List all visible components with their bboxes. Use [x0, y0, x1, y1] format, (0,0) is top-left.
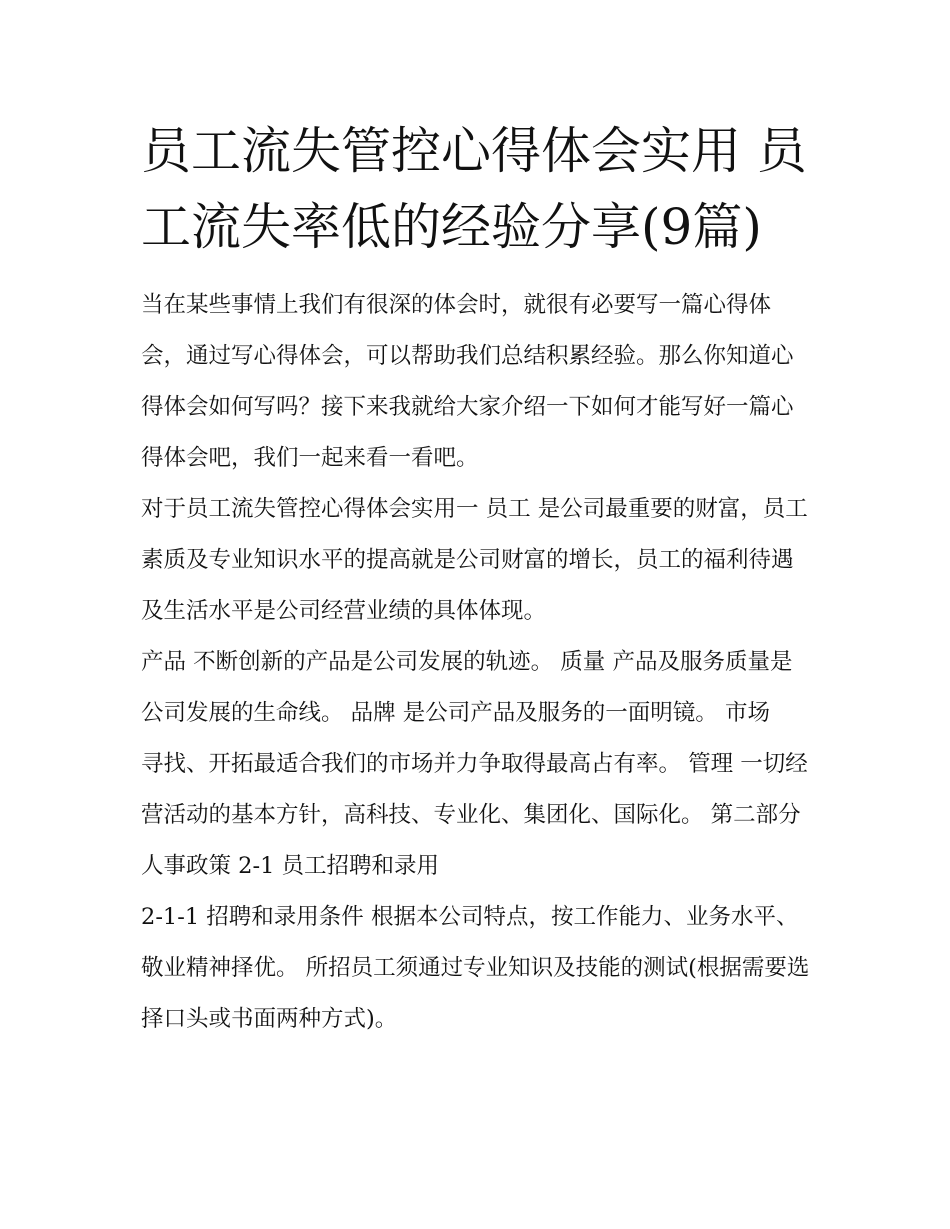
paragraph-recruitment: 2-1-1 招聘和录用条件 根据本公司特点，按工作能力、业务水平、敬业精神择优。 所招员工须通过专业知识及技能的测试(根据需要选择口头或书面两种方式)。 — [141, 904, 810, 1032]
document-title: 员工流失管控心得体会实用 员工流失率低的经验分享(9篇) — [141, 122, 807, 256]
paragraph-product: 产品 不断创新的产品是公司发展的轨迹。 质量 产品及服务质量是公司发展的生命线。 品牌 是公司产品及服务的一面明镜。 市场 — [141, 649, 793, 726]
paragraph-employee: 对于员工流失管控心得体会实用一 员工 是公司最重要的财富，员工素质及专业知识水平的提高就是公司财富的增长，员工的福利待遇及生活水平是公司经营业绩的具体体现。 — [141, 496, 808, 624]
paragraph-market: 寻找、开拓最适合我们的市场并力争取得最高占有率。 管理 一切经营活动的基本方针，高科技、专业化、集团化、国际化。 第二部分 人事政策 2-1 员工招聘和录用 — [141, 751, 808, 879]
document-body — [141, 280, 813, 1045]
paragraph-intro: 当在某些事情上我们有很深的体会时，就很有必要写一篇心得体会，通过写心得体会，可以帮助我们总结积累经验。那么你知道心得体会如何写吗？接下来我就给大家介绍一下如何才能写好一篇心得体会吧，我们一起来看一看吧。 — [141, 292, 794, 471]
